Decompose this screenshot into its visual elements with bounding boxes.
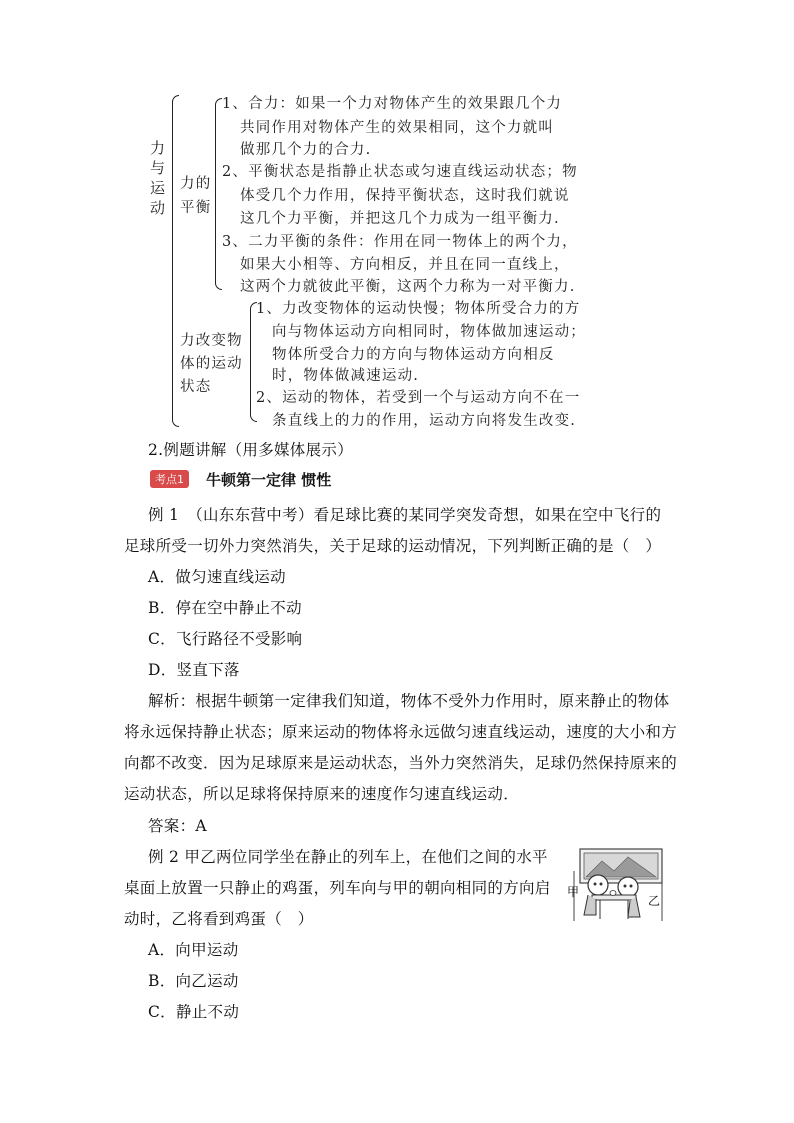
option-b: B．向乙运动 xyxy=(148,972,239,990)
outline-line: 这两个力就彼此平衡，这两个力称为一对平衡力. xyxy=(240,279,576,295)
group2-label-line: 体的运动 xyxy=(180,356,243,372)
train-illustration-svg xyxy=(566,843,670,925)
outline-line: 3、二力平衡的条件：作用在同一物体上的两个力， xyxy=(222,234,578,250)
outline-root-brace xyxy=(172,95,179,427)
section-title: 2.例题讲解（用多媒体展示） xyxy=(148,441,353,459)
figure-label-yi: 乙 xyxy=(648,894,661,908)
outline-line: 向与物体运动方向相同时，物体做加速运动； xyxy=(272,324,586,340)
question-line: 动时，乙将看到鸡蛋（ ） xyxy=(124,910,314,928)
option-a: A．做匀速直线运动 xyxy=(148,568,286,586)
outline-line: 2、运动的物体，若受到一个与运动方向不在一 xyxy=(256,390,581,406)
analysis-line: 运动状态，所以足球将保持原来的速度作匀速直线运动． xyxy=(124,785,520,803)
option-c: C．飞行路径不受影响 xyxy=(148,630,303,648)
group2-label-line: 力改变物 xyxy=(180,333,243,349)
question-line: 例 1 （山东东营中考）看足球比赛的某同学突发奇想，如果在空中飞行的 xyxy=(148,506,662,524)
option-d: D．竖直下落 xyxy=(148,661,240,679)
analysis-line: 向都不改变．因为足球原来是运动状态，当外力突然消失，足球仍然保持原来的 xyxy=(124,754,678,772)
outline-line: 1、力改变物体的运动快慢；物体所受合力的方 xyxy=(256,301,581,317)
outline-line: 条直线上的力的作用，运动方向将发生改变. xyxy=(272,413,577,429)
kaodian-tag: 考点1 xyxy=(150,470,189,488)
figure-label-jia: 甲 xyxy=(567,885,580,899)
train-illustration xyxy=(566,843,670,925)
option-b: B．停在空中静止不动 xyxy=(148,599,302,617)
outline-root-label: 力与运动 xyxy=(150,139,167,217)
outline-line: 如果大小相等、方向相反，并且在同一直线上， xyxy=(240,257,570,273)
outline-line: 共同作用对物体产生的效果相同，这个力就叫 xyxy=(240,120,554,136)
outline-line: 1、合力：如果一个力对物体产生的效果跟几个力 xyxy=(222,96,563,112)
answer: 答案：A xyxy=(148,817,207,835)
outline-line: 时，物体做减速运动. xyxy=(272,368,420,384)
outline-line: 体受几个力作用，保持平衡状态，这时我们就说 xyxy=(240,188,570,204)
question-line: 例 2 甲乙两位同学坐在静止的列车上，在他们之间的水平 xyxy=(148,848,548,866)
analysis-line: 解析：根据牛顿第一定律我们知道，物体不受外力作用时，原来静止的物体 xyxy=(148,692,670,710)
group2-label-line: 状态 xyxy=(180,379,212,395)
outline-line: 物体所受合力的方向与物体运动方向相反 xyxy=(272,347,555,363)
analysis-line: 将永远保持静止状态；原来运动的物体将永远做匀速直线运动，速度的大小和方 xyxy=(124,723,678,741)
question-line: 桌面上放置一只静止的鸡蛋，列车向与甲的朝向相同的方向启 xyxy=(124,879,551,897)
question-line: 足球所受一切外力突然消失，关于足球的运动情况，下列判断正确的是（ ） xyxy=(124,537,662,555)
group1-brace xyxy=(215,98,222,290)
outline-line: 这几个力平衡，并把这几个力成为一组平衡力. xyxy=(240,211,560,227)
outline-line: 做那几个力的合力. xyxy=(240,142,372,158)
option-c: C．静止不动 xyxy=(148,1003,240,1021)
option-a: A．向甲运动 xyxy=(148,941,239,959)
group1-label: 力的平衡 xyxy=(180,176,212,216)
kaodian-title: 牛顿第一定律 惯性 xyxy=(206,471,332,489)
outline-line: 2、平衡状态是指静止状态或匀速直线运动状态；物 xyxy=(222,164,578,180)
